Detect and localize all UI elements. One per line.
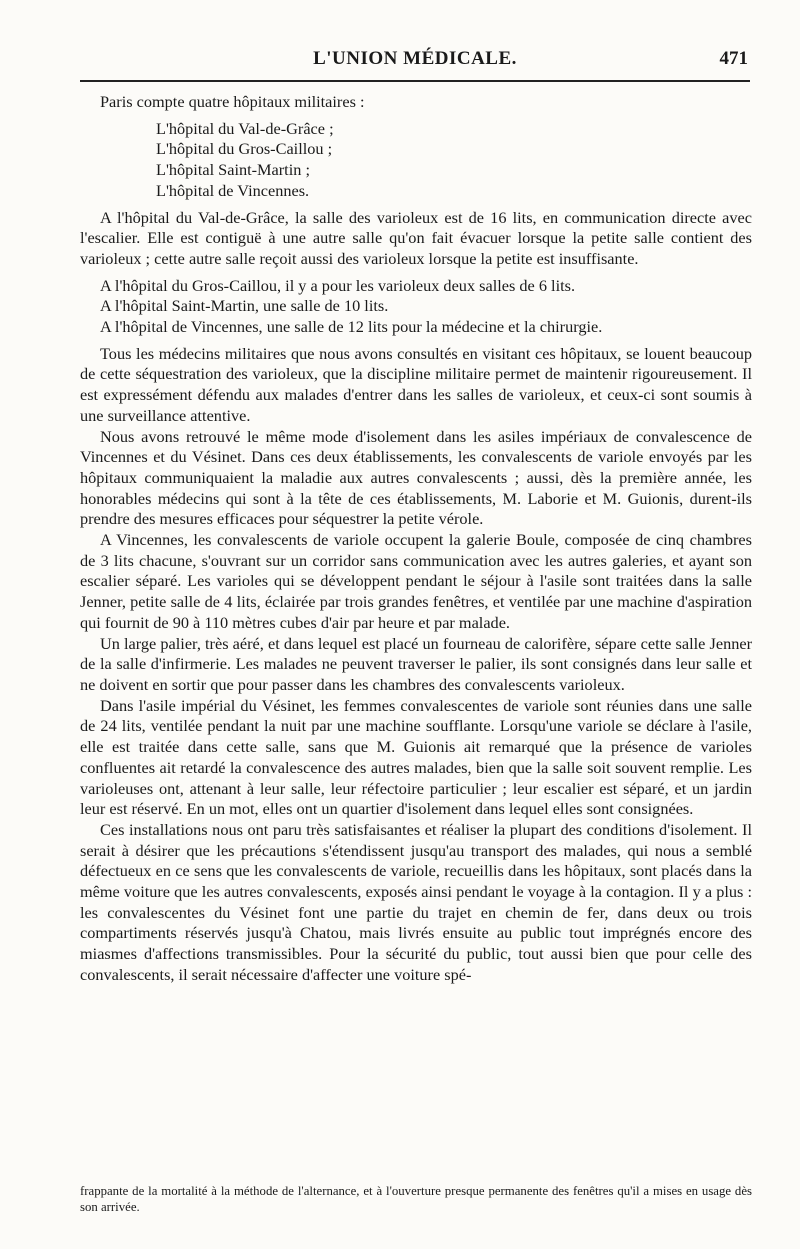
paragraph: Tous les médecins militaires que nous avons consultés en visitant ces hôpitaux, se louent beaucoup de cette séquestration des varioleux, que la discipline militaire permet de maintenir rigoureusement. Il est expressément défendu aux malades d'entrer dans les salles de varioleux, et ceux-ci sont soumis à une surveillance attentive. bbox=[80, 343, 752, 425]
list-item: L'hôpital de Vincennes. bbox=[156, 180, 310, 200]
paragraph: A l'hôpital Saint-Martin, une salle de 10 lits. bbox=[100, 296, 389, 316]
paragraph: A l'hôpital du Gros-Caillou, il y a pour les varioleux deux salles de 6 lits. bbox=[100, 275, 576, 295]
list-item: L'hôpital du Gros-Caillou ; bbox=[156, 139, 333, 159]
intro-line: Paris compte quatre hôpitaux militaires : bbox=[100, 92, 365, 111]
header-rule bbox=[80, 80, 750, 82]
paragraph: A l'hôpital du Val-de-Grâce, la salle des varioleux est de 16 lits, en communication directe avec l'escalier. Elle est contiguë à une autre salle qu'on fait évacuer lorsque la petite salle contient des varioleux ; cette autre salle reçoit aussi des varioleux lorsque la petite est insuffisante. bbox=[80, 207, 752, 268]
list-item: L'hôpital du Val-de-Grâce ; bbox=[156, 118, 334, 138]
footnote: frappante de la mortalité à la méthode de l'alternance, et à l'ouverture presque permanente des fenêtres qu'il a mises en usage dès son arrivée. bbox=[80, 1184, 752, 1214]
page-header bbox=[80, 48, 750, 76]
paragraph: A Vincennes, les convalescents de variole occupent la galerie Boule, composée de cinq chambres de 3 lits chacune, s'ouvrant sur un corridor sans communication avec les autres galeries, et ayant son escalier séparé. Les varioles qui se développent pendant le séjour à l'asile sont traitées dans la salle Jenner, petite salle de 4 lits, éclairée par trois grandes fenêtres, et ventilée par une machine d'aspiration qui fournit de 90 à 110 mètres cubes d'air par heure et par malade. bbox=[80, 530, 752, 632]
hospital-list bbox=[80, 119, 752, 202]
paragraph: Un large palier, très aéré, et dans lequel est placé un fourneau de calorifère, sépare cette salle Jenner de la salle d'infirmerie. Les malades ne peuvent traverser le palier, ils sont consignés dans leur salle et ne doivent en sortir que pour passer dans les chambres des convalescents varioleux. bbox=[80, 633, 752, 694]
page-number: 471 bbox=[719, 48, 748, 69]
paragraph: Nous avons retrouvé le même mode d'isolement dans les asiles impériaux de convalescence de Vincennes et du Vésinet. Dans ces deux établissements, les convalescents de variole envoyés par les hôpitaux communiquaient la maladie aux autres convalescents ; aussi, dès la première année, les honorables médecins qui sont à la tête de ces établissements, M. Laborie et M. Guionis, durent-ils prendre des mesures efficaces pour séquestrer la petite vérole. bbox=[80, 426, 752, 529]
paragraph: Dans l'asile impérial du Vésinet, les femmes convalescentes de variole sont réunies dans une salle de 24 lits, ventilée pendant la nuit par une machine soufflante. Lorsqu'une variole se déclare à l'asile, elle est traitée dans cette salle, sans que M. Guionis ait remarqué que la présence de varioles confluentes ait retardé la convalescence des autres malades, bien que la salle soit souvent remplie. Les varioleuses ont, attenant à leur salle, leur réfectoire particulier ; leur escalier est séparé, et un jardin leur est réservé. En un mot, elles ont un quartier d'isolement dans lequel elles sont consignées. bbox=[80, 695, 752, 819]
body-text bbox=[80, 92, 752, 986]
list-item: L'hôpital Saint-Martin ; bbox=[156, 160, 310, 180]
paragraph: A l'hôpital de Vincennes, une salle de 12 lits pour la médecine et la chirurgie. bbox=[100, 317, 603, 337]
paragraph: Ces installations nous ont paru très satisfaisantes et réaliser la plupart des conditions d'isolement. Il serait à désirer que les précautions s'étendissent jusqu'au transport des malades, qui nous a semblé défectueux en ce sens que les convalescents de variole, recueillis dans les hôpitaux, sont placés dans la même voiture que les autres convalescents, exposés ainsi pendant le voyage à la contagion. Il y a plus : les convalescentes du Vésinet font une partie du trajet en chemin de fer, dans deux ou trois compartiments réservés jusqu'à Chatou, mais livrés ensuite au public tout imprégnés encore des miasmes d'affections transmissibles. Pour la sécurité du public, tout aussi bien que pour celle des convalescents, il serait nécessaire d'affecter une voiture spé- bbox=[80, 819, 752, 984]
running-title: L'UNION MÉDICALE. bbox=[313, 48, 517, 69]
